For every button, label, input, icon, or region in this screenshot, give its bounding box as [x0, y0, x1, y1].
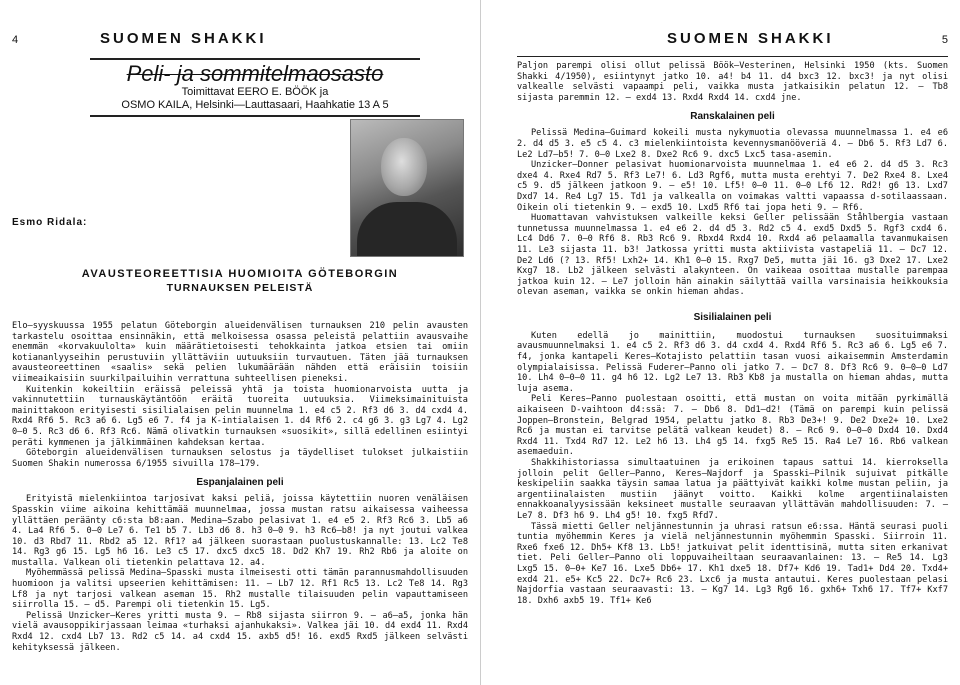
right-page: [480, 0, 960, 685]
body-paragraph: Peli Keres—Panno puolestaan osoitti, että mustan on voita mitään pyrkimällä aikaiseen D-vaihtoon d4:ssä: 7. — Db6 8. Dd1—d2! (Tämä on parempi kuin pelissä Joppen—Bronstein, Belgrad 1954, pelattu jatko 8. Rb3 De3+! 9. De2 Dxe2+ 10. Lxe2 Rc6 ja mustan ei tarvitse pelätä valkean keudet) 8. — Rc6 9. 0—0—0 Dxd4 10. Dxd4 Rxd4 11. Txd4 Rd7 12. Le2 h6 13. Lh4 g5 14. fxg5 Re5 15. Ra4 Le7 16. Rb6 valkean asemaeduin.: [517, 394, 948, 458]
body-paragraph: Pelissä Medina—Guimard kokeili musta nykymuotia olevassa muunnelmassa 1. e4 e6 2. d4 d5 3. e5 c5 4. c3 mielenkiintoista kevennysmanööveriä 4. — Db6 5. Rf3 Ld7 6. Le2 Ld7—b5! 7. 0—0 Lxe2 8. Dxe2 Rc6 9. dxc5 Lxc5 tasa-asemin.: [517, 128, 948, 160]
section-heading-spanish: Espanjalainen peli: [196, 477, 284, 489]
spacer: [12, 295, 468, 321]
spanish-text: [12, 494, 468, 653]
body-paragraph: Paljon parempi olisi ollut pelissä Böök—Vesterinen, Helsinki 1950 (kts. Suomen Shakki 4/1950), esiintynyt jatko 10. a4! b4 11. d4 bxc3 12. bxc3! ja nyt olisi valkealle selvästi vapaampi peli, vaikka musta jatkaisikin pelatun 12. — Tb8 sijasta paremmin 12. — exd4 13. Rxd4 Rxd4 14. cxd4 jne.: [517, 61, 948, 103]
right-running-header: [517, 30, 948, 57]
left-running-head: SUOMEN SHAKKI: [100, 30, 267, 47]
intro-paragraph: Kuitenkin kokeiltiin eräissä peleissä yhtä ja toista huomionarvoista uutta ja vakinnutettiin turnauskäytäntöön eräitä tuoreita uutuuksia. Viimeksimainituista mainittakoon erityisesti sisilialaisen pelin muunnelma 1. e4 c5 2. Rf3 d6 3. d4 cxd4 4. Rxd4 Rf6 5. Rc3 a6 6. Lg5 e6 7. f4 ja K-intialaisen 1. d4 Rf6 2. c4 g6 3. g3 Lg7 4. Lg2 0—0 5. Rc3 d6 6. Rf3 Rc6. Nämä olivatkin turnauksen «suosikit», sillä edellinen esiintyi peräti kymmenen ja jälkimmäinen kahdeksan kertaa.: [12, 384, 468, 448]
intro-text: [12, 321, 468, 469]
body-paragraph: Unzicker—Donner pelasivat huomionarvoista muunnelmaa 1. e4 e6 2. d4 d5 3. Rc3 dxe4 4. Rxe4 Rd7 5. Rf3 Le7! 6. Ld3 Rgf6, mutta musta erehtyi 7. De2 Rxe4 8. Lxe4 c5 9. d5 jälkeen jatkoon 9. — e5! 10. Lf5! 0—0 11. 0—0 Lf6 12. Rd2! g6 13. Lxd7 Dxd7 14. Re4 Lg7 15. Td1 ja valkealla on voimakas valtti vapaassa d-sotilaassaan. Oikein oli tietenkin 9. — exd5 10. Lxd5 Rf6 tai jopa heti 9. — Rf6.: [517, 160, 948, 213]
masthead-address: OSMO KAILA, Helsinki—Lauttasaari, Haahkatie 13 A 5: [121, 99, 389, 111]
left-running-header: [12, 30, 468, 52]
intro-paragraph: Elo—syyskuussa 1955 pelatun Göteborgin alueidenvälisen turnauksen 210 pelin avausten tarkastelu osoittaa ensinnäkin, että melkoisessa osassa peleistä pelattiin avausvaihe enemmän «korvakuulolta» kuin määrätietoisesti tehokkainta jatkoa etsien tai omiin kotiananlyyseihin perustuviin yllättäviin uutuuksiin turvautuen. Täten jää turnauksen avausteoreettinen «saalis» sekä pelien lukumäärään nähden että eräisiin toisiin viimeaikaisiin suurkilpailuihin verrattuna suhteellisen pieneksi.: [12, 321, 468, 384]
body-paragraph: Tässä mietti Geller neljännestunnin ja uhrasi ratsun e6:ssa. Häntä seurasi puoli tuntia myöhemmin Keres ja vielä neljännestunnin myöhemmin Spasski. Siirroin 11. Rxe6 fxe6 12. Dh5+ Kf8 13. Lb5! jatkuivat pelit identtisinä, mutta siten erkanivat tiet. Peli Geller—Panno oli loppuvaiheiltaan seuraavanlainen: 13. — Re5 14. Lg3 Lxg5 15. 0—0+ Ke7 16. Lxe5 Db6+ 17. Kh1 dxe5 18. Df7+ Kd6 19. Tad1+ Dd4 20. Txd4+ exd4 21. e5+ Kc5 22. Dc7+ Rc6 23. Lxc6 ja musta antautui. Keres puolestaan pelasi Najdorfia vastaan seuraavasti: 13. — Kg7 14. Lg3 Rg6 16. gxh6+ Txh6 17. Tf7+ Kxf7 18. Dxh6 axb5 19. Tf1+ Ke6: [517, 521, 948, 606]
author-name: Esmo Ridala:: [12, 217, 88, 228]
continued-text: [517, 61, 948, 103]
sicilian-text: [517, 331, 948, 606]
right-running-head: SUOMEN SHAKKI: [667, 30, 834, 47]
left-page-number: 4: [12, 34, 19, 46]
masthead-editors: Toimittavat EERO E. BÖÖK ja: [181, 86, 329, 98]
headline-line-1: AVAUSTEOREETTISIA HUOMIOITA GÖTEBORGIN: [81, 268, 399, 280]
right-page-number: 5: [941, 34, 948, 46]
author-photo: [350, 119, 464, 257]
article-top: [12, 117, 468, 263]
photo-face: [381, 138, 427, 196]
article-headline: [12, 267, 468, 295]
section-heading-sicilian: Sisilialainen peli: [693, 311, 772, 323]
body-paragraph: Shakkihistoriassa simultaatuinen ja erikoinen tapaus sattui 14. kierroksella jolloin pelit Geller—Panno, Keres—Najdorf ja Spasski—Pilnik sujuivat pitkälle keskipeliin saakka täysin samaa latua ja päättyivät kaikki kolme mustan peliin, ja argentiinalaisten mustiin jäänyt voitto. Kaikki kolme argentiinalaisten ennakkoanalyysissään keksineet mustalle seuraavan yllättävän mahdollisuuden: 7. — Le7 8. Df3 h6 9. Lh4 g5! 10. fxg5 Rfd7.: [517, 458, 948, 521]
masthead-title: Peli- ja sommitelmaosasto: [126, 61, 384, 86]
body-paragraph: Myöhemmässä pelissä Medina—Spasski musta ilmeisesti otti tämän parannusmahdollisuuden huomioon ja valitsi upseerien kehittämisen: 11. — Lb7 12. Rf1 Rc5 13. Lc2 Te8 14. Rg3 Lf8 ja nyt tarjosi valkean aseman 15. Rh2 mustalle tilaisuuden pelin vapauttamiseen siirrolla 15. — d5. Parempi oli tietenkin 15. Lg5.: [12, 568, 468, 611]
photo-coat: [357, 202, 457, 256]
body-paragraph: Pelissä Unzicker—Keres yritti musta 9. — Rb8 sijasta siirron 9. — a6—a5, jonka hän vielä avausoppikirjassaan leimaa «turhaksi ajanhukaksi». Valkea jäi 10. d4 exd4 11. Rxd4 Rxd4 12. cxd4 Lb7 13. Rd2 c5 14. a4 cxd4 15. axb5 d5! 16. exd5 Rxd5 jälkeen selvästi kehityksessä jälkeen.: [12, 610, 468, 653]
headline-line-2: TURNAUKSEN PELEISTÄ: [166, 282, 314, 294]
intro-paragraph: Göteborgin alueidenvälisen turnauksen selostus ja täydelliset tulokset julkaistiin Suomen Shakin numerossa 6/1955 sivuilla 178—179.: [12, 448, 468, 469]
section-masthead: [90, 58, 420, 117]
section-heading-french: Ranskalainen peli: [690, 111, 775, 123]
body-paragraph: Kuten edellä jo mainittiin, muodostui turnauksen suosituimmaksi avausmuunnelmaksi 1. e4 c5 2. Rf3 d6 3. d4 cxd4 4. Rxd4 Rf6 5. Rc3 a6 6. Lg5 e6 7. f4, jonka kantapeli Keres—Kotajisto pelattiin tasan vuosi aikaisemmin Amsterdamin olympialaisissa. Pelissä Fuderer—Panno oli jatko 7. — Dc7 8. Df3 Rc6 9. 0—0—0 Ld7 10. Lh4 0—0—0 11. g4 h6 12. Lg2 Le7 13. Rb3 Kb8 ja mustalla on hieman ahdas, mutta luja asema.: [517, 330, 948, 394]
body-paragraph: Erityistä mielenkiintoa tarjosivat kaksi peliä, joissa käytettiin nuoren venäläisen Spasskin viime aikoina kehittämää muunnelmaa, jossa mustan ratsu aikaisessa vaiheessa yllättäen peräänty c6:sta b8:aan. Medina—Szabo pelasivat 1. e4 e5 2. Rf3 Rc6 3. Lb5 a6 4. La4 Rf6 5. 0—0 Le7 6. Te1 b5 7. Lb3 d6 8. h3 0—0 9. h3 Rc6—b8! ja nyt joutui valkea 10. d3 Rbd7 11. Rbd2 a5 12. Rf1? a4 jälkeen suorastaan puolustuskannalle: 13. Lc2 Te8 14. Rg3 g6 15. Lg5 h6 16. Le3 c5 17. dxc5 dxc5 18. Dd2 Kh7 19. Rh2 Rb6 ja aloite on mustalla. Valkean oli tietenkin pelattava 12. a4.: [12, 494, 468, 568]
body-paragraph: Huomattavan vahvistuksen valkeille keksi Geller pelissään Ståhlbergia vastaan tunnetussa muunnelmassa 1. e4 e6 2. d4 d5 3. Rd2 c5 4. exd5 Dxd5 5. Rgf3 cxd4 6. Lc4 Dd6 7. 0—0 Rf6 8. Rb3 Rc6 9. Rbxd4 Rxd4 10. Rxd4 a6 pelaamalla tavanmukaisen 11. Le3 sijasta 11. b3! Jatkossa yritti musta aktiivista vastapeliä 11. — Dc7 12. De2 Ld6 (? 13. Rf5! Lxh2+ 14. Kh1 0—0 15. Rxg7 De5, mutta jäi 16. g3 Dxe2 17. Lxe2 Kxg7 18. Lb2 jälkeen selvästi alakynteen. On vaikeaa osoittaa mustalle parempaa jatkoa kuin 12. — Le7 jolloin hän ainakin säilyttää vailla varsinaisia heikkouksia olevan aseman, vaikka se onkin hieman ahdas.: [517, 213, 948, 298]
french-text: [517, 128, 948, 298]
